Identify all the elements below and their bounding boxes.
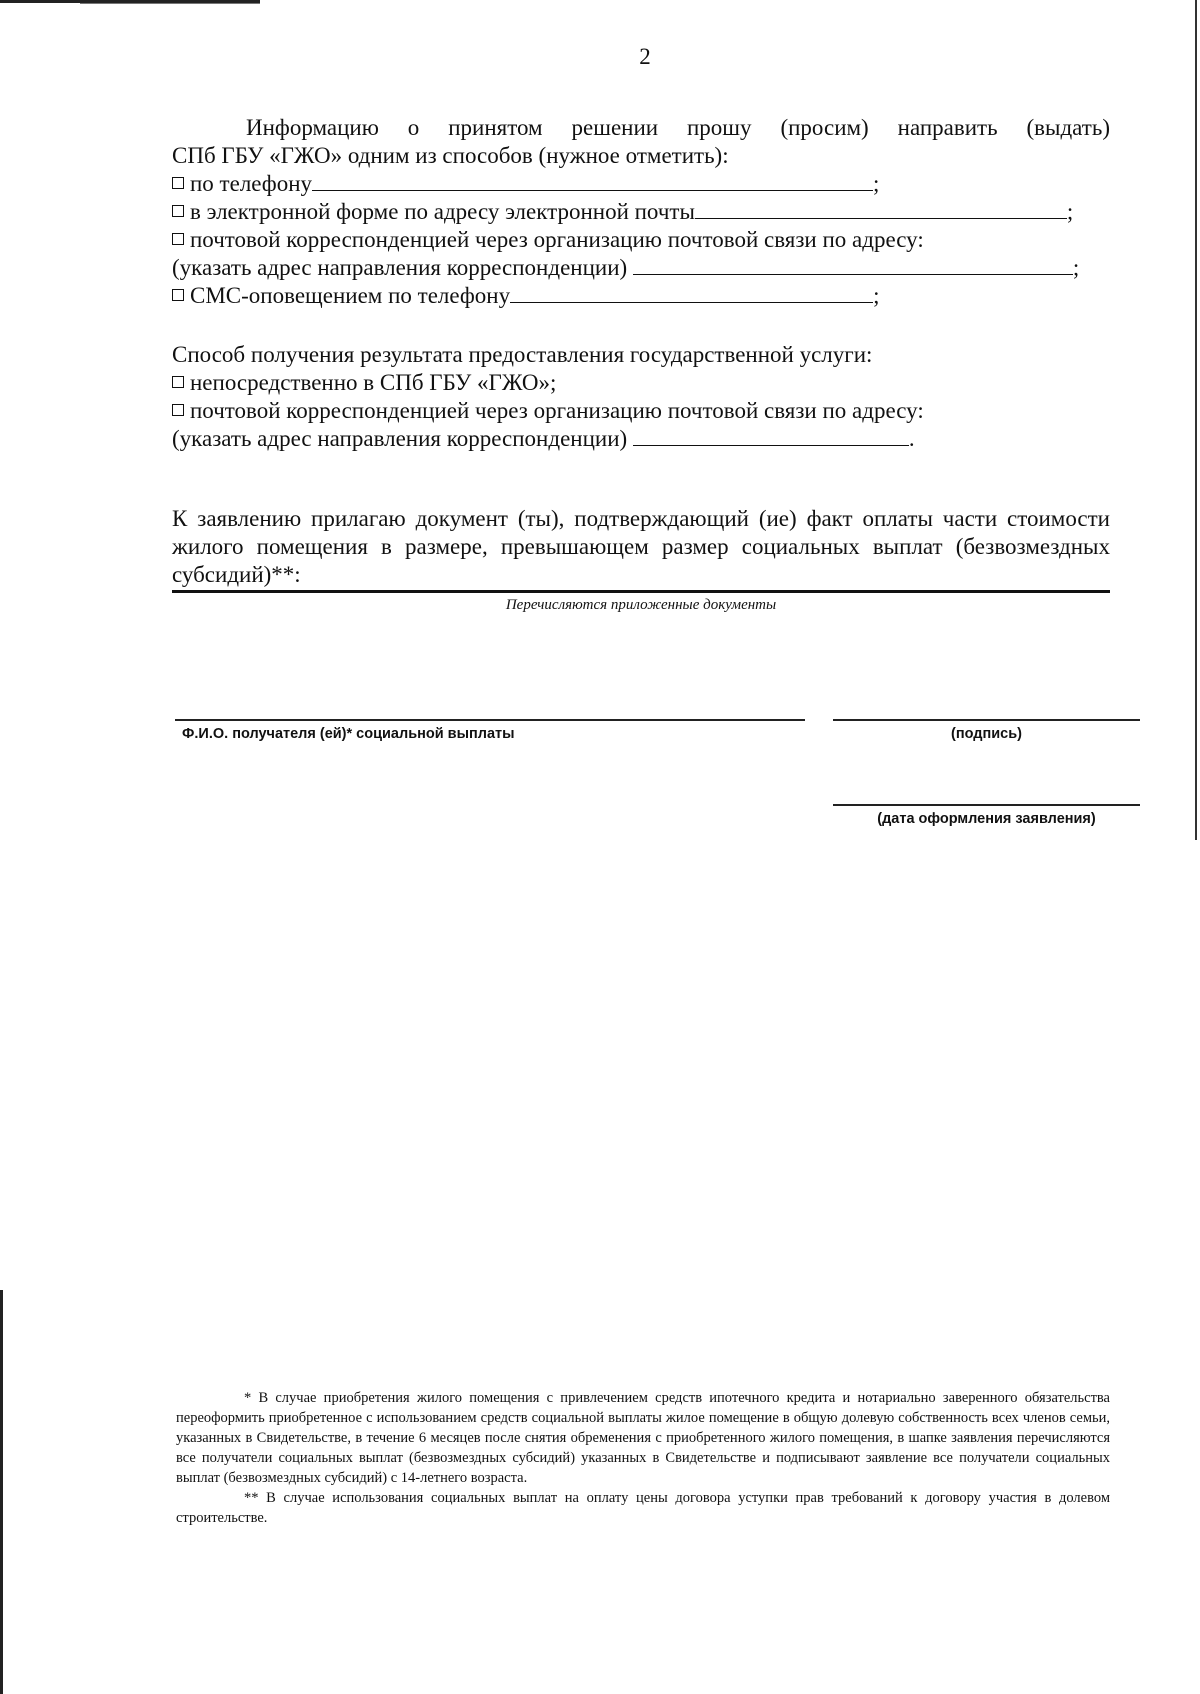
name-label: Ф.И.О. получателя (ей)* социальной выплаты xyxy=(182,726,515,742)
result-heading: Способ получения результата предоставления государственной услуги: xyxy=(172,342,873,367)
footnote-1: * В случае приобретения жилого помещения с привлечением средств ипотечного кредита и нотариально заверенного обязательства переоформить приобретенное с использованием средств социальной выплаты жилое помещение в общую долевую собственность всех членов семьи, указанных в Свидетельстве, в течение 6 месяцев после снятия обременения с приобретенного жилого помещения, в шапке заявления перечисляются все получатели социальных выплат (безвозмездных субсидий) указанных в Свидетельстве и подписывают заявление все получатели социальных выплат (безвозмездных субсидий) с 14-летнего возраста. xyxy=(176,1390,1110,1486)
semicolon: ; xyxy=(873,283,880,308)
scan-artifact-top-thin xyxy=(80,3,260,4)
result-mail-address-hint: (указать адрес направления корреспонденции) xyxy=(172,426,628,451)
checkbox-direct[interactable] xyxy=(172,376,184,388)
info-delivery-section xyxy=(172,114,1110,310)
option-sms[interactable] xyxy=(172,282,1110,310)
option-result-mail[interactable] xyxy=(172,397,1110,425)
phone-fill-line[interactable] xyxy=(312,170,873,191)
option-phone-label: по телефону xyxy=(190,171,312,196)
option-email[interactable] xyxy=(172,198,1110,226)
option-email-label: в электронной форме по адресу электронной почты xyxy=(190,199,695,224)
mail-address-row xyxy=(172,254,1110,282)
sms-fill-line[interactable] xyxy=(510,282,873,303)
scan-artifact-left-edge xyxy=(0,1290,3,1694)
info-intro-line2: СПб ГБУ «ГЖО» одним из способов (нужное отметить): xyxy=(172,143,729,168)
option-phone[interactable] xyxy=(172,170,1110,198)
semicolon: ; xyxy=(1066,199,1074,224)
email-fill-line[interactable] xyxy=(695,198,1067,219)
checkbox-result-mail[interactable] xyxy=(172,404,184,416)
result-mail-fill-line[interactable] xyxy=(633,425,909,446)
period: . xyxy=(908,426,915,451)
info-intro-line1: Информацию о принятом решении прошу (просим) направить (выдать) xyxy=(246,115,1110,140)
page-number: 2 xyxy=(639,44,651,69)
attachment-line2: жилого помещения в размере, превышающем размер социальных выплат (безвозмездных xyxy=(172,534,1110,559)
footnotes xyxy=(176,1388,1110,1528)
signature-label: (подпись) xyxy=(951,726,1022,742)
semicolon: ; xyxy=(1072,255,1080,280)
option-direct-label: непосредственно в СПб ГБУ «ГЖО»; xyxy=(190,370,557,395)
checkbox-sms[interactable] xyxy=(172,289,184,301)
attachment-fill-line[interactable] xyxy=(172,590,1110,593)
signature-line[interactable] xyxy=(833,719,1140,721)
result-mail-address-row xyxy=(172,425,1110,453)
checkbox-email[interactable] xyxy=(172,205,184,217)
option-result-mail-label: почтовой корреспонденцией через организацию почтовой связи по адресу: xyxy=(190,398,924,423)
date-label: (дата оформления заявления) xyxy=(877,811,1096,827)
attachment-section xyxy=(172,505,1110,589)
option-mail[interactable] xyxy=(172,226,1110,254)
semicolon: ; xyxy=(873,171,880,196)
checkbox-phone[interactable] xyxy=(172,177,184,189)
date-line[interactable] xyxy=(833,804,1140,806)
mail-address-hint: (указать адрес направления корреспонденции) xyxy=(172,255,628,280)
scan-artifact-right-edge xyxy=(1195,0,1197,840)
attachment-line1: К заявлению прилагаю документ (ты), подтверждающий (ие) факт оплаты части стоимости xyxy=(172,506,1110,531)
name-signature-line[interactable] xyxy=(175,719,805,721)
result-delivery-section xyxy=(172,341,1110,453)
checkbox-mail[interactable] xyxy=(172,233,184,245)
option-sms-label: СМС-оповещением по телефону xyxy=(190,283,511,308)
option-direct[interactable] xyxy=(172,369,1110,397)
mail-address-fill-line[interactable] xyxy=(633,254,1073,275)
option-mail-label: почтовой корреспонденцией через организацию почтовой связи по адресу: xyxy=(190,227,924,252)
attachment-line3: субсидий)**: xyxy=(172,562,301,587)
attachment-caption: Перечисляются приложенные документы xyxy=(505,597,777,613)
footnote-2: ** В случае использования социальных выплат на оплату цены договора уступки прав требований к договору участия в долевом строительстве. xyxy=(176,1490,1110,1526)
